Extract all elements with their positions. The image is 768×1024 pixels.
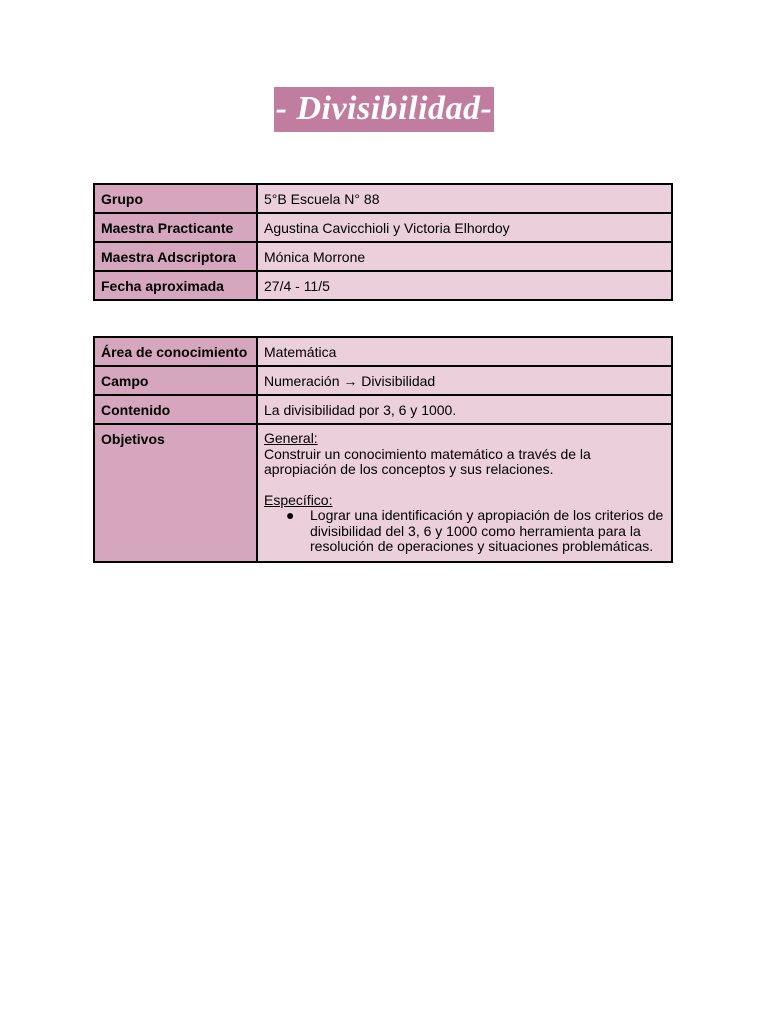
objetivo-general-text: Construir un conocimiento matemático a través de la apropiación de los conceptos y sus relaciones.: [264, 445, 591, 477]
row-value-maestra-practicante: Agustina Cavicchioli y Victoria Elhordoy: [257, 213, 672, 242]
row-value-maestra-adscriptora: Mónica Morrone: [257, 242, 672, 271]
objetivo-especifico-list: [264, 508, 665, 555]
row-label-grupo: Grupo: [94, 184, 257, 213]
bullet-icon: ●: [286, 507, 295, 523]
row-value-contenido: La divisibilidad por 3, 6 y 1000.: [257, 395, 672, 424]
table-row: [94, 213, 672, 242]
table-row: [94, 271, 672, 300]
row-label-area: Área de conocimiento: [94, 337, 257, 366]
row-value-campo: Numeración → Divisibilidad: [257, 366, 672, 395]
row-value-grupo: 5°B Escuela N° 88: [257, 184, 672, 213]
info-table-general: [93, 183, 673, 301]
objetivo-general-heading: General:: [264, 430, 318, 446]
objetivo-especifico-text: Lograr una identificación y apropiación de los criterios de divisibilidad del 3, 6 y 1000 como herramienta para la resolución de operaciones y situaciones problemáticas.: [310, 507, 664, 554]
list-item: [286, 507, 665, 555]
table-row: [94, 424, 672, 562]
row-label-maestra-adscriptora: Maestra Adscriptora: [94, 242, 257, 271]
spacer: [264, 478, 665, 493]
row-label-fecha: Fecha aproximada: [94, 271, 257, 300]
table-row: [94, 337, 672, 366]
row-label-campo: Campo: [94, 366, 257, 395]
table-row: [94, 366, 672, 395]
row-value-fecha: 27/4 - 11/5: [257, 271, 672, 300]
row-label-maestra-practicante: Maestra Practicante: [94, 213, 257, 242]
info-table-contenido: [93, 336, 673, 563]
row-label-objetivos: Objetivos: [94, 424, 257, 562]
title-wrapper: [0, 87, 768, 132]
table-row: [94, 242, 672, 271]
table-row: [94, 184, 672, 213]
objetivo-especifico-heading: Específico:: [264, 491, 333, 508]
document-title: - Divisibilidad-: [274, 87, 495, 132]
row-value-objetivos: [257, 424, 672, 562]
table-row: [94, 395, 672, 424]
row-label-contenido: Contenido: [94, 395, 257, 424]
row-value-area: Matemática: [257, 337, 672, 366]
